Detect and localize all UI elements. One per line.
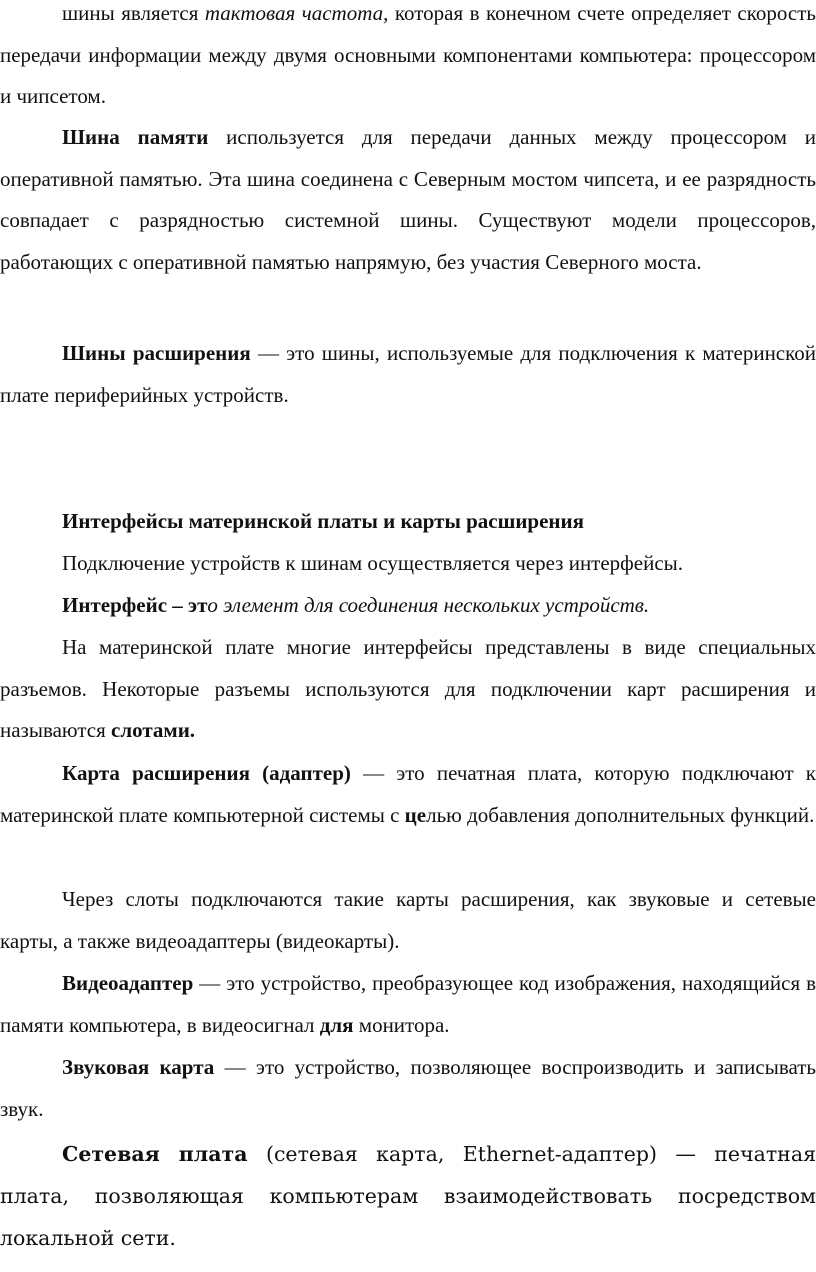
paragraph-connection	[0, 543, 816, 585]
text: — это устройство, преобразующее код изображения, находящийся в памяти компьютера, в видеосигнал	[0, 971, 816, 1037]
text: — это печатная плата, которую подключают к материнской плате компьютерной системы с	[0, 761, 816, 827]
bold-fragment: для	[319, 1012, 354, 1037]
term-slots: слотами.	[111, 718, 196, 742]
paragraph-sound-card	[0, 1047, 816, 1130]
term-video-adapter: Видеоадаптер	[62, 971, 194, 995]
text: лью добавления дополнительных функций.	[426, 802, 815, 827]
bold-fragment: це	[404, 802, 427, 827]
paragraph-interface-definition	[0, 585, 816, 627]
term-interface: Интерфейс – эт	[62, 593, 208, 617]
text: Подключение устройств к шинам осуществляется через интерфейсы.	[62, 551, 684, 575]
text: — это шины, используемые для подключения к материнской плате периферийных устройств.	[0, 341, 816, 407]
paragraph-expansion-card	[0, 753, 816, 836]
term-sound-card: Звуковая карта	[62, 1055, 215, 1079]
paragraph-clock-frequency	[0, 0, 816, 118]
text: На материнской плате многие интерфейсы представлены в виде специальных разъемов. Некоторые разъемы используются для подключении карт расширения и называются	[0, 635, 816, 742]
text: Через слоты подключаются такие карты расширения, как звуковые и сетевые карты, а также видеоадаптеры (видеокарты).	[0, 887, 816, 953]
term-expansion-bus: Шины расширения	[62, 341, 251, 365]
italic-definition: о элемент для соединения нескольких устройств.	[207, 593, 650, 617]
term-expansion-card: Карта расширения (адаптер)	[62, 761, 351, 785]
text: — это устройство, позволяющее воспроизводить и записывать звук.	[0, 1055, 816, 1121]
paragraph-memory-bus	[0, 117, 816, 283]
text: используется для передачи данных между процессором и оперативной памятью. Эта шина соединена с Северным мостом чипсета, и ее разрядность совпадает с разрядностью системной шины. Существуют модели процессоров, работающих с оперативной памятью напрямую, без участия Северного моста.	[0, 125, 816, 274]
text: которая в конечном счете определяет скорость передачи информации между двумя основными компонентами компьютера: процессором и чипсетом.	[0, 1, 816, 108]
term-memory-bus: Шина памяти	[62, 125, 209, 149]
text: (сетевая карта, Ethernet-адаптер) — печатная плата, позволяющая компьютерам взаимодействовать посредством локальной сети.	[0, 1142, 816, 1250]
paragraph-network-card	[0, 1133, 816, 1259]
paragraph-expansion-bus	[0, 333, 816, 416]
italic-term: тактовая частота,	[204, 1, 389, 25]
section-heading: Интерфейсы материнской платы и карты расширения	[62, 509, 584, 533]
paragraph-video-adapter	[0, 963, 816, 1046]
text: шины является	[62, 1, 205, 25]
term-network-card: Сетевая плата	[62, 1142, 248, 1166]
paragraph-slots	[0, 627, 816, 752]
paragraph-slot-cards	[0, 879, 816, 962]
text: монитора.	[353, 1012, 450, 1037]
